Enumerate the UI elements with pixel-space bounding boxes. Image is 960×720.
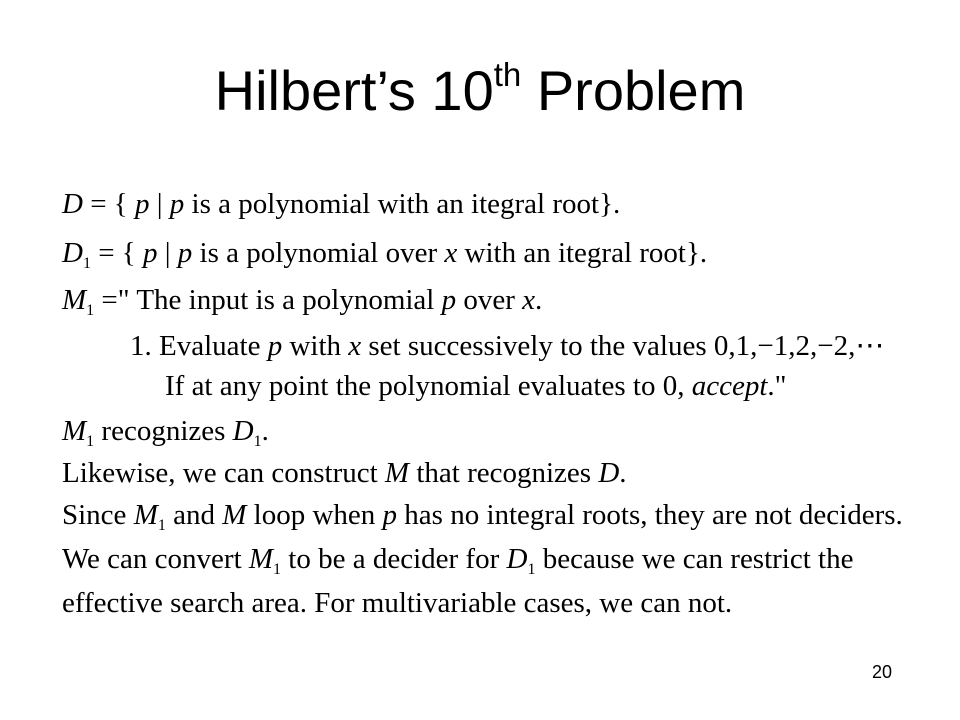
text-run: with	[282, 330, 349, 362]
page-number: 20	[872, 662, 893, 682]
subscript: 1	[273, 561, 282, 578]
subscript: 1	[86, 433, 95, 450]
math-symbol: x	[522, 284, 536, 316]
math-symbol: M	[384, 457, 410, 489]
math-symbol: p	[142, 237, 158, 269]
text-run: is a polynomial with an itegral root}.	[184, 188, 621, 220]
text-run: 1. Evaluate	[130, 330, 268, 362]
text-run: over	[456, 284, 523, 316]
text-run: |	[149, 188, 170, 220]
math-symbol: M	[62, 415, 87, 447]
body-line-9	[62, 543, 853, 579]
text-run: is a polynomial over	[192, 237, 445, 269]
text-run: effective search area. For multivariable cases, we can not.	[62, 587, 733, 619]
text-run: We can convert	[62, 543, 249, 575]
math-symbol: M	[62, 284, 87, 316]
body-line-1	[62, 188, 620, 221]
text-run: If at any point the polynomial evaluates to 0,	[165, 370, 692, 402]
text-run: and	[165, 499, 223, 531]
body-line-5	[165, 370, 786, 403]
math-symbol: p	[169, 188, 185, 220]
body-line-4	[130, 328, 884, 363]
text-run: =" The input is a polynomial	[94, 284, 442, 316]
subscript: 1	[86, 302, 95, 319]
text-run: = {	[82, 188, 135, 220]
slide-title-main: Hilbert’s 10	[214, 59, 494, 122]
body-line-6	[62, 415, 269, 451]
body-line-3	[62, 284, 542, 320]
text-run: has no integral roots, they are not deciders.	[397, 499, 903, 531]
text-run: ."	[767, 370, 787, 402]
body-line-7	[62, 457, 627, 490]
math-symbol: D	[62, 237, 83, 269]
text-run: with an itegral root}.	[457, 237, 708, 269]
text-run: Likewise, we can construct	[62, 457, 385, 489]
math-symbol: p	[267, 330, 283, 362]
text-run: because we can restrict the	[535, 543, 854, 575]
slide-title-superscript: th	[493, 56, 522, 93]
math-symbol: D	[598, 457, 620, 489]
body-line-2	[62, 237, 707, 273]
text-run: set successively to the values 0,1,−1,2,−2,⋯	[361, 330, 885, 362]
slide-title	[0, 58, 960, 123]
text-run: to be a decider for	[281, 543, 507, 575]
math-symbol: D	[506, 543, 528, 575]
math-symbol: M	[248, 543, 274, 575]
text-run: Since	[62, 499, 134, 531]
text-run: .	[261, 415, 269, 447]
math-symbol: p	[382, 499, 398, 531]
math-symbol: M	[133, 499, 158, 531]
math-symbol: p	[177, 237, 193, 269]
math-symbol: p	[134, 188, 150, 220]
math-symbol: p	[441, 284, 457, 316]
text-run: .	[619, 457, 627, 489]
math-symbol: D	[232, 415, 254, 447]
text-run: = {	[90, 237, 143, 269]
subscript: 1	[82, 255, 91, 272]
body-line-8	[62, 499, 903, 535]
math-symbol: accept	[691, 370, 768, 402]
math-symbol: M	[222, 499, 247, 531]
text-run: |	[157, 237, 178, 269]
math-symbol: x	[444, 237, 458, 269]
math-symbol: D	[62, 188, 83, 220]
text-run: that recognizes	[409, 457, 599, 489]
text-run: recognizes	[94, 415, 233, 447]
text-run: .	[535, 284, 543, 316]
math-symbol: x	[348, 330, 362, 362]
body-line-10	[62, 587, 732, 620]
subscript: 1	[253, 433, 262, 450]
subscript: 1	[157, 517, 166, 534]
subscript: 1	[527, 561, 536, 578]
text-run: loop when	[246, 499, 383, 531]
slide-title-end: Problem	[521, 59, 746, 122]
